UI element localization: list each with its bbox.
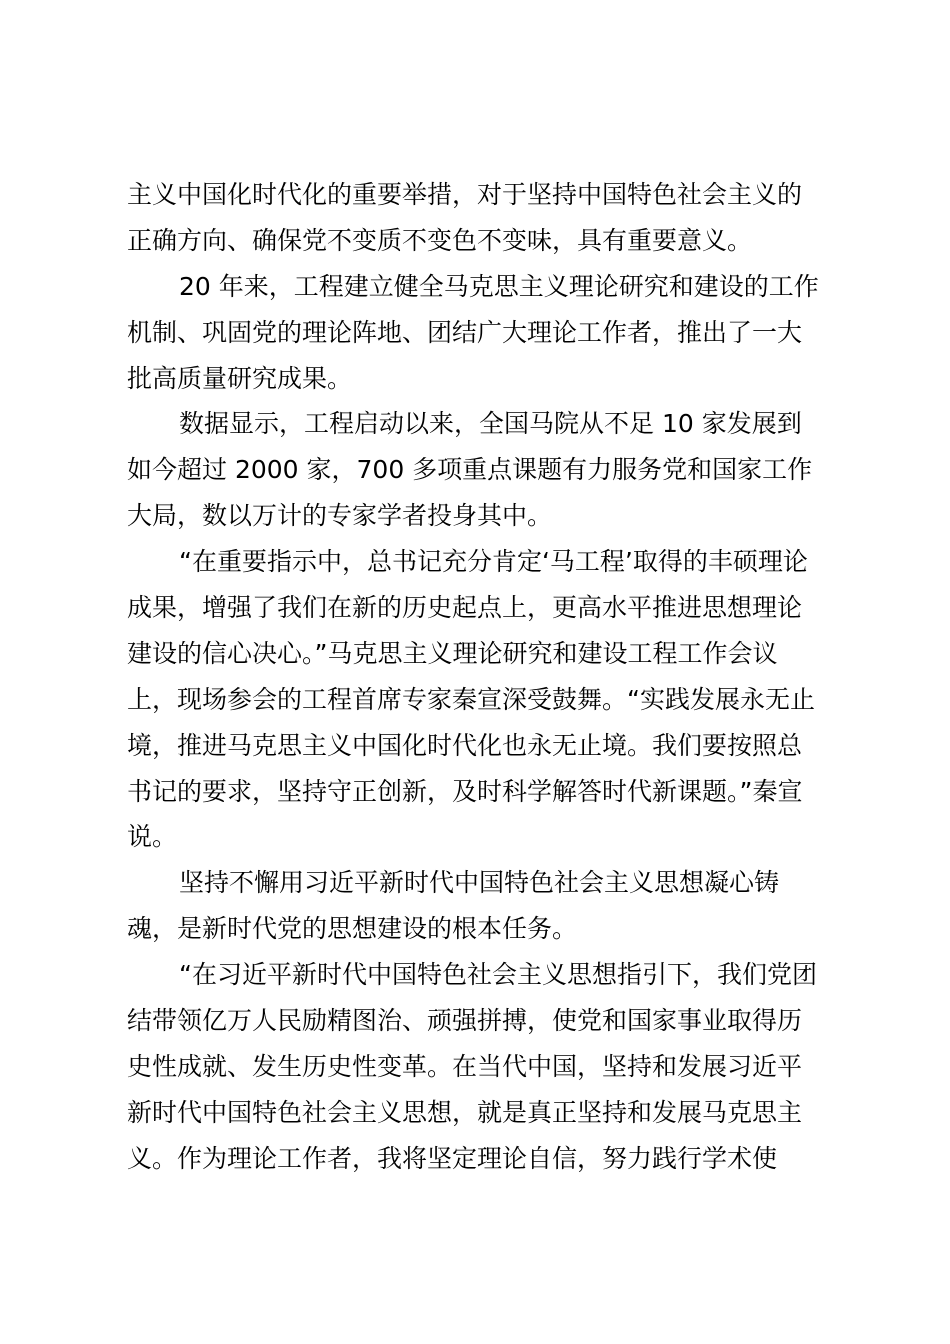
- paragraph-start-line: 坚持不懈用习近平新时代中国特色社会主义思想凝心铸: [179, 868, 780, 898]
- paragraph-start-line: 数据显示，工程启动以来，全国马院从不足 10 家发展到: [179, 409, 802, 439]
- text-line: 主义中国化时代化的重要举措，对于坚持中国特色社会主义的: [127, 180, 803, 209]
- text-line: 大局，数以万计的专家学者投身其中。: [127, 501, 553, 531]
- text-line: 魂，是新时代党的思想建设的根本任务。: [127, 914, 578, 944]
- text-line: 书记的要求，坚持守正创新，及时科学解答时代新课题。”秦宣: [127, 776, 803, 806]
- text-line: 建设的信心决心。”马克思主义理论研究和建设工程工作会议: [127, 638, 778, 668]
- text-line: 正确方向、确保党不变质不变色不变味，具有重要意义。: [127, 225, 753, 255]
- paragraph-start-line: “在重要指示中，总书记充分肯定‘马工程’取得的丰硕理论: [179, 547, 808, 577]
- paragraph-start-line: 20 年来，工程建立健全马克思主义理论研究和建设的工作: [179, 271, 819, 301]
- text-line: 新时代中国特色社会主义思想，就是真正坚持和发展马克思主: [127, 1097, 803, 1127]
- article-body: [127, 172, 847, 1182]
- text-line: 机制、巩固党的理论阵地、团结广大理论工作者，推出了一大: [127, 317, 803, 347]
- text-line: 史性成就、发生历史性变革。在当代中国，坚持和发展习近平: [127, 1051, 803, 1081]
- text-line: 义。作为理论工作者，我将坚定理论自信，努力践行学术使: [127, 1143, 778, 1173]
- text-line: 结带领亿万人民励精图治、顽强拼搏，使党和国家事业取得历: [127, 1006, 803, 1036]
- text-line: 成果，增强了我们在新的历史起点上，更高水平推进思想理论: [127, 593, 803, 623]
- text-line: 如今超过 2000 家，700 多项重点课题有力服务党和国家工作: [127, 455, 813, 485]
- paragraph-start-line: “在习近平新时代中国特色社会主义思想指引下，我们党团: [179, 960, 817, 990]
- text-line: 境，推进马克思主义中国化时代化也永无止境。我们要按照总: [127, 730, 803, 760]
- text-line: 说。: [127, 822, 178, 852]
- text-line: 上，现场参会的工程首席专家秦宣深受鼓舞。“实践发展永无止: [127, 684, 815, 714]
- text-line: 批高质量研究成果。: [127, 363, 353, 393]
